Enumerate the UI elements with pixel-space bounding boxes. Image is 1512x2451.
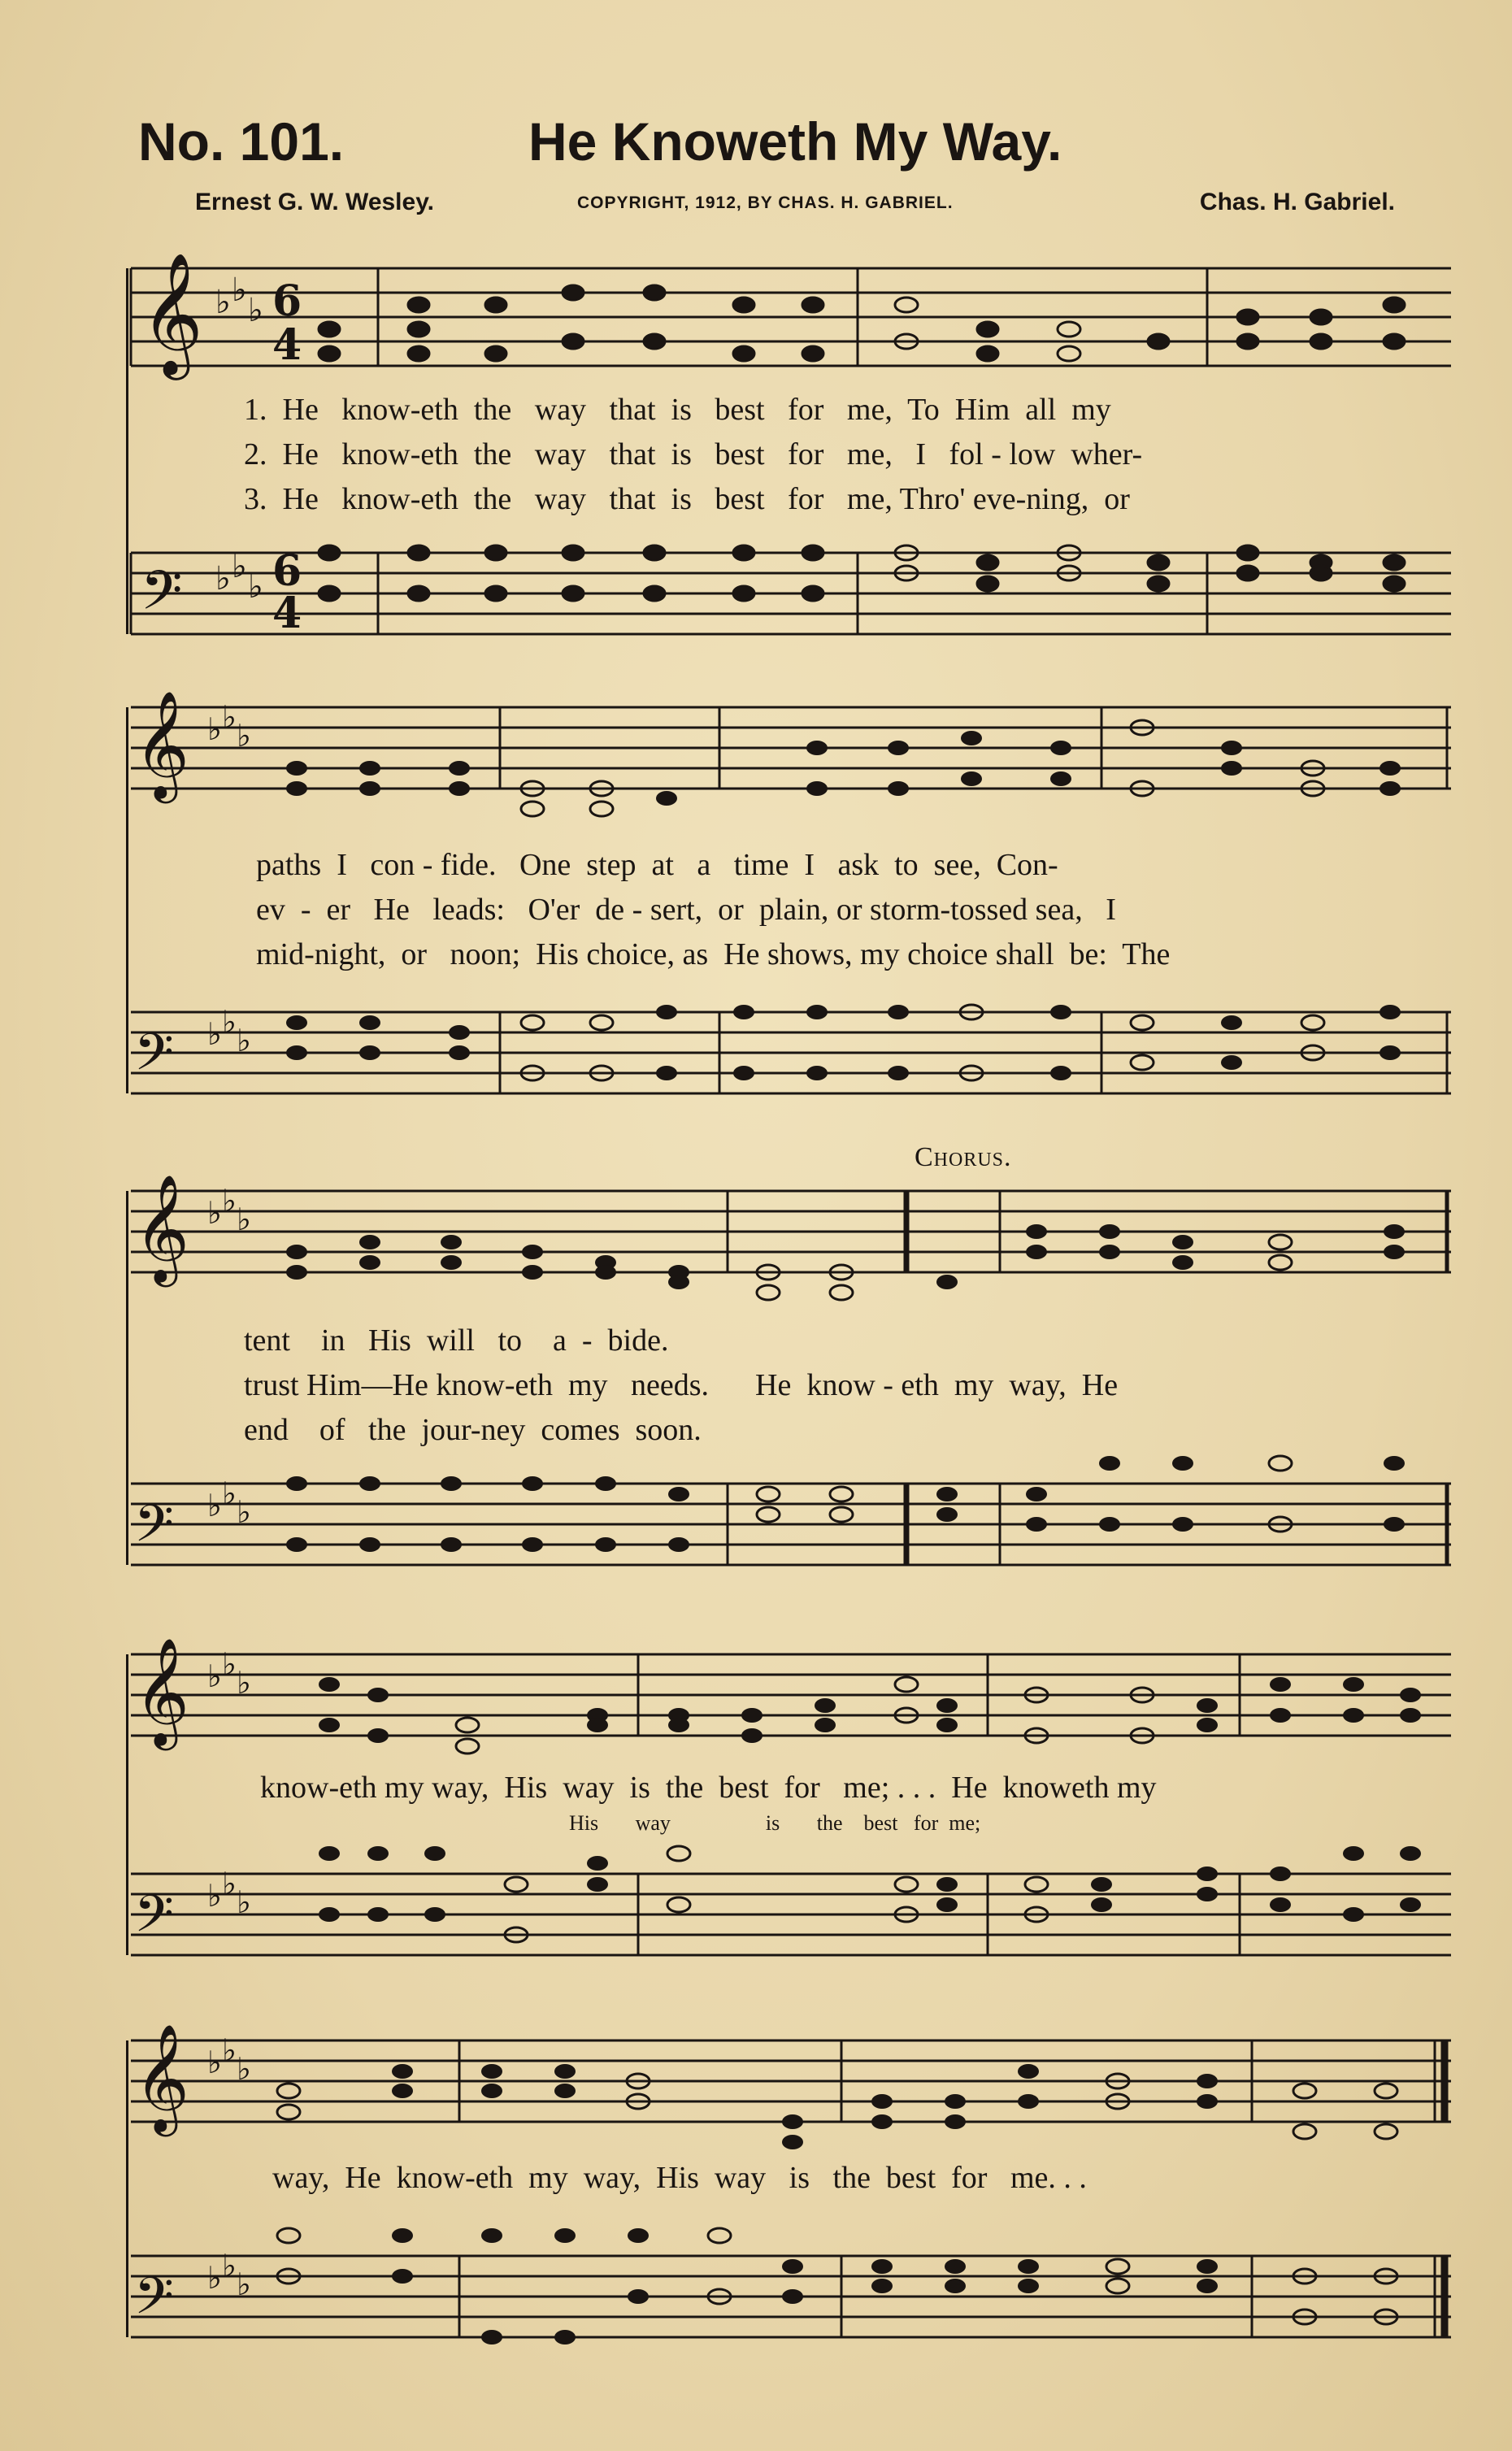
svg-text:♭: ♭: [222, 1004, 237, 1040]
chorus-label: Chorus.: [915, 1142, 1012, 1172]
svg-text:♭: ♭: [237, 1884, 251, 1920]
staff-lines-5: [126, 2024, 1455, 2414]
svg-text:♭: ♭: [232, 548, 247, 585]
verse-2-line-3: trust Him—He know-eth my needs. He know - eth my way, He: [244, 1368, 1119, 1402]
svg-text:♭: ♭: [237, 1494, 251, 1530]
music-system-2: [126, 683, 1455, 1138]
svg-text:♭: ♭: [222, 2248, 237, 2284]
staff-lines-3: [126, 1142, 1455, 1581]
copyright-notice: COPYRIGHT, 1912, BY CHAS. H. GABRIEL.: [577, 193, 954, 212]
svg-text:♭: ♭: [207, 1195, 222, 1231]
verse-1-line-2: paths I con - fide. One step at a time I ask to see, Con-: [256, 848, 1058, 882]
svg-text:𝄢: 𝄢: [134, 1884, 174, 1956]
svg-text:♭: ♭: [222, 2032, 237, 2068]
svg-text:♭: ♭: [207, 1878, 222, 1914]
svg-text:♭: ♭: [237, 2266, 251, 2302]
svg-text:♭: ♭: [222, 1183, 237, 1219]
svg-text:♭: ♭: [207, 1016, 222, 1052]
hymn-title: He Knoweth My Way.: [528, 111, 1062, 172]
svg-text:4: 4: [272, 320, 302, 370]
svg-text:6: 6: [272, 546, 302, 596]
music-system-1: [126, 244, 1455, 650]
music-system-4: [126, 1626, 1455, 1984]
svg-text:♭: ♭: [237, 1202, 251, 1237]
verse-3-line-3: end of the jour-ney comes soon.: [244, 1413, 702, 1447]
verse-1-line-3: tent in His will to a - bide.: [244, 1323, 669, 1358]
staff-lines-4: [126, 1626, 1455, 1984]
music-system-3: [126, 1142, 1455, 1581]
svg-text:♭: ♭: [237, 718, 251, 754]
svg-text:♭: ♭: [237, 1665, 251, 1701]
svg-text:𝄢: 𝄢: [134, 1022, 174, 1094]
chorus-line-2: way, He know-eth my way, His way is the best for me. . .: [272, 2161, 1087, 2195]
svg-text:♭: ♭: [232, 272, 247, 309]
svg-text:𝄞: 𝄞: [134, 690, 189, 799]
svg-text:𝄢: 𝄢: [134, 1493, 174, 1566]
chorus-line-1: know-eth my way, His way is the best for me; . . . He knoweth my: [260, 1771, 1157, 1805]
svg-text:𝄢: 𝄢: [141, 559, 183, 635]
author-credit: Ernest G. W. Wesley.: [195, 189, 434, 215]
svg-text:𝄞: 𝄞: [141, 251, 203, 375]
svg-text:♭: ♭: [215, 284, 231, 321]
svg-text:♭: ♭: [222, 1866, 237, 1901]
svg-text:♭: ♭: [237, 2051, 251, 2087]
svg-text:𝄞: 𝄞: [134, 1174, 189, 1283]
credits-line: [195, 189, 1414, 221]
svg-text:♭: ♭: [207, 2045, 222, 2080]
svg-text:♭: ♭: [222, 1475, 237, 1511]
svg-text:♭: ♭: [222, 1646, 237, 1682]
svg-text:♭: ♭: [207, 2260, 222, 2296]
verse-3-line-2: mid-night, or noon; His choice, as He shows, my choice shall be: The: [256, 937, 1171, 971]
svg-text:♭: ♭: [207, 711, 222, 747]
music-system-5: [126, 2024, 1455, 2414]
svg-text:♭: ♭: [215, 560, 231, 598]
svg-text:𝄞: 𝄞: [134, 2024, 189, 2132]
verse-3-line-1: 3. He know-eth the way that is best for me, Thro' eve-ning, or: [244, 482, 1130, 516]
svg-text:♭: ♭: [207, 1488, 222, 1523]
verse-2-line-2: ev - er He leads: O'er de - sert, or plain, or storm-tossed sea, I: [256, 893, 1116, 927]
svg-text:𝄞: 𝄞: [134, 1637, 189, 1746]
hymn-header: [138, 98, 1406, 187]
svg-text:♭: ♭: [237, 1023, 251, 1058]
chorus-bass-line: His way is the best for me;: [569, 1811, 981, 1835]
svg-text:♭: ♭: [248, 292, 263, 329]
verse-2-line-1: 2. He know-eth the way that is best for me, I fol - low wher-: [244, 437, 1143, 472]
svg-text:6: 6: [272, 276, 302, 326]
svg-text:♭: ♭: [248, 568, 263, 606]
svg-text:4: 4: [272, 589, 302, 638]
svg-text:𝄢: 𝄢: [134, 2266, 174, 2338]
composer-credit: Chas. H. Gabriel.: [1199, 189, 1395, 215]
svg-text:♭: ♭: [207, 1658, 222, 1694]
hymn-number: No. 101.: [138, 111, 345, 172]
verse-1-line-1: 1. He know-eth the way that is best for me, To Him all my: [244, 393, 1111, 427]
svg-text:♭: ♭: [222, 699, 237, 735]
